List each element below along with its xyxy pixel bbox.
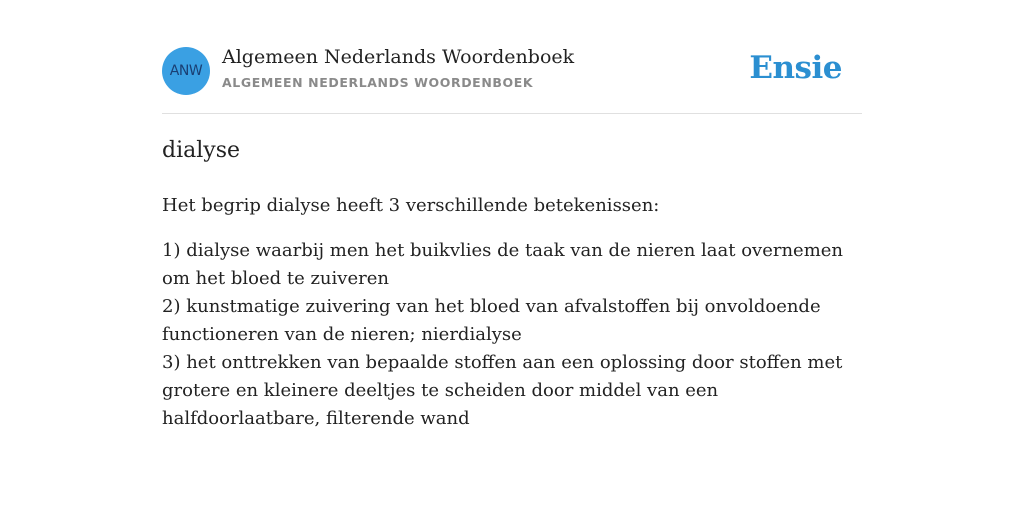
meaning-item: 1) dialyse waarbij men het buikvlies de taak van de nieren laat overnemen om het bloed te zuiveren	[162, 240, 844, 289]
meaning-item: 2) kunstmatige zuivering van het bloed van afvalstoffen bij onvoldoende functioneren van de nieren; nierdialyse	[162, 296, 821, 345]
meanings-list	[162, 237, 862, 433]
source-header	[162, 0, 862, 114]
ensie-logo-link[interactable]: Ensie	[749, 50, 842, 86]
source-subtitle: ALGEMEEN NEDERLANDS WOORDENBOEK	[222, 75, 534, 90]
meaning-item: 3) het onttrekken van bepaalde stoffen aan een oplossing door stoffen met grotere en kleinere deeltjes te scheiden door middel van een halfdoorlaatbare, filterende wand	[162, 352, 843, 429]
source-title[interactable]: Algemeen Nederlands Woordenboek	[222, 46, 575, 68]
entry-card	[162, 0, 862, 512]
entry-term: dialyse	[162, 138, 241, 163]
source-logo-text: ANW	[169, 63, 203, 79]
entry-intro: Het begrip dialyse heeft 3 verschillende betekenissen:	[162, 195, 660, 216]
source-logo[interactable]	[162, 47, 210, 95]
